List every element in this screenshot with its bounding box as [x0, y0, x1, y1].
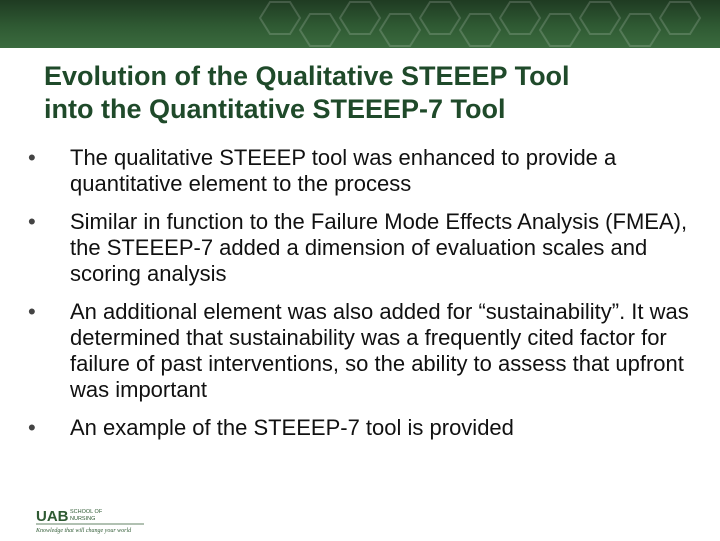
bullet-item: [28, 145, 698, 197]
bullet-text: Similar in function to the Failure Mode Effects Analysis (FMEA), the STEEEP-7 added a dimension of evaluation scales and scoring analysis: [70, 209, 688, 286]
bullet-text: An example of the STEEEP-7 tool is provided: [70, 415, 514, 440]
bullet-text: The qualitative STEEEP tool was enhanced to provide a quantitative element to the process: [70, 145, 617, 196]
uab-nursing-logo: [36, 506, 176, 536]
bullet-item: [28, 299, 698, 403]
logo-school-line-1: SCHOOL OF: [70, 509, 103, 515]
slide-title-line-2: into the Quantitative STEEEP-7 Tool: [44, 94, 506, 124]
bullet-item: [28, 209, 698, 287]
slide-title: [44, 60, 684, 126]
hexagon-pattern: [0, 0, 720, 48]
bullet-text: An additional element was also added for “sustainability”. It was determined that sustainability was a frequently cited factor for failure of past interventions, so the ability to assess that upfront was important: [70, 299, 689, 402]
logo-mark: UAB: [36, 508, 69, 525]
bullet-list: [28, 145, 698, 453]
bullet-dot: •: [28, 145, 36, 170]
bullet-dot: •: [28, 209, 36, 234]
uab-nursing-logo-graphic: [36, 506, 176, 536]
bullet-dot: •: [28, 415, 36, 440]
logo-tagline: Knowledge that will change your world: [36, 528, 132, 534]
header-band: [0, 0, 720, 48]
slide-title-line-1: Evolution of the Qualitative STEEEP Tool: [44, 61, 570, 91]
bullet-item: [28, 415, 698, 441]
logo-school-line-2: NURSING: [70, 516, 96, 522]
bullet-dot: •: [28, 299, 36, 324]
